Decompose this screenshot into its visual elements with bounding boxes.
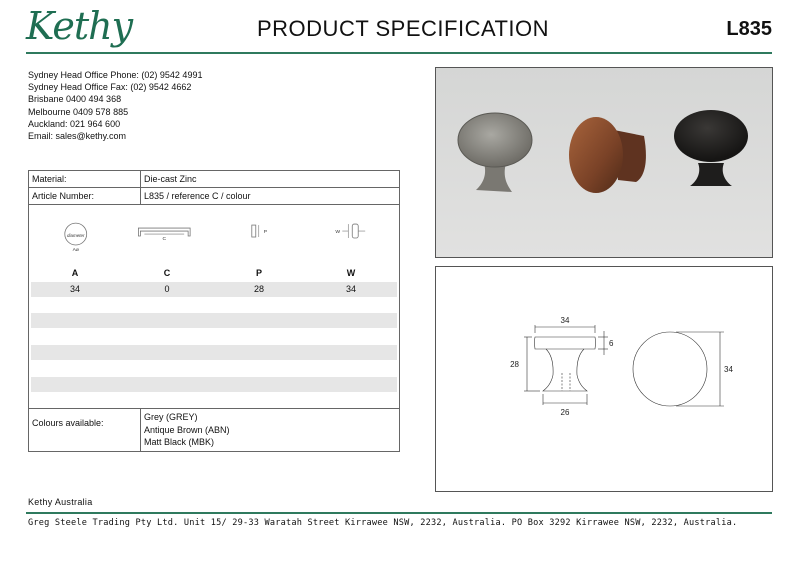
table-row [29,409,400,452]
product-code: L835 [726,18,772,40]
svg-text:W: W [335,230,341,236]
contact-line: Sydney Head Office Fax: (02) 9542 4662 [28,82,192,93]
knob-stem-profile [543,349,587,391]
dim-value-a: 34 [69,284,80,294]
colours-label: Colours available: [29,409,141,452]
colour-option: Grey (GREY) [144,412,198,422]
contact-line: Melbourne 0409 578 885 [28,106,129,117]
diameter-icon [65,223,87,253]
material-value: Die-cast Zinc [141,171,400,188]
contact-list [28,69,202,142]
height-label: 28 [510,360,519,369]
colour-option: Antique Brown (ABN) [144,424,230,435]
footer-address: Greg Steele Trading Pty Ltd. Unit 15/ 29-33 Waratah Street Kirrawee NSW, 2232, Australia. PO Box 3292 Kirrawee NSW, 2232, Australia. [28,518,738,528]
dim-letter-a: A [71,268,79,278]
footer-company: Kethy Australia [28,497,93,507]
knob-photo-illustration [436,68,773,258]
dimension-values-row [31,282,397,297]
handle-length-icon [138,228,190,242]
dim-letter-w: W [346,268,356,278]
header-divider [26,52,772,54]
dim-value-w: 34 [345,284,356,294]
projection-icon [252,225,268,237]
diameter-label: 34 [724,365,733,374]
dimension-drawing [436,267,774,493]
screw-hole [562,373,570,391]
matt-black-knob [674,110,748,186]
article-label: Article Number: [29,188,141,205]
table-row [29,171,400,188]
empty-row-stripe [31,377,397,392]
svg-text:C: C [162,236,167,242]
product-photo [435,67,773,258]
colour-option: Matt Black (MBK) [144,437,215,447]
dim-letter-c: C [163,268,171,278]
spec-table [28,170,400,205]
base-label: 26 [560,408,570,417]
svg-text:P: P [263,230,268,236]
table-row [29,188,400,205]
colours-list [141,409,400,452]
knob-cap-profile [535,337,596,349]
knob-front-view [633,332,707,406]
grey-knob [458,113,532,192]
width-label: 34 [560,316,570,325]
page-title: PRODUCT SPECIFICATION [257,16,550,41]
contact-line: Sydney Head Office Phone: (02) 9542 4991 [28,70,203,80]
svg-text:Aø: Aø [72,247,79,253]
cap-thickness-label: 6 [609,339,614,348]
svg-text:diameter: diameter [67,233,85,239]
dim-letter-p: P [255,268,262,278]
contact-line: Auckland: 021 964 600 [28,118,121,129]
dim-value-c: 0 [164,284,170,294]
technical-drawing [435,266,773,492]
kethy-logo: Kethy [26,4,133,48]
width-icon [335,224,365,238]
dim-value-p: 28 [253,284,264,294]
dimensions-panel [28,205,400,408]
empty-row-stripe [31,313,397,328]
dimension-icons [29,219,399,259]
material-label: Material: [29,171,141,188]
article-value: L835 / reference C / colour [141,188,400,205]
contact-line: Email: sales@kethy.com [28,131,126,142]
empty-row-stripe [31,345,397,360]
antique-brown-knob [569,117,646,193]
contact-line: Brisbane 0400 494 368 [28,94,122,105]
colours-table [28,408,400,452]
footer-divider [26,512,772,514]
